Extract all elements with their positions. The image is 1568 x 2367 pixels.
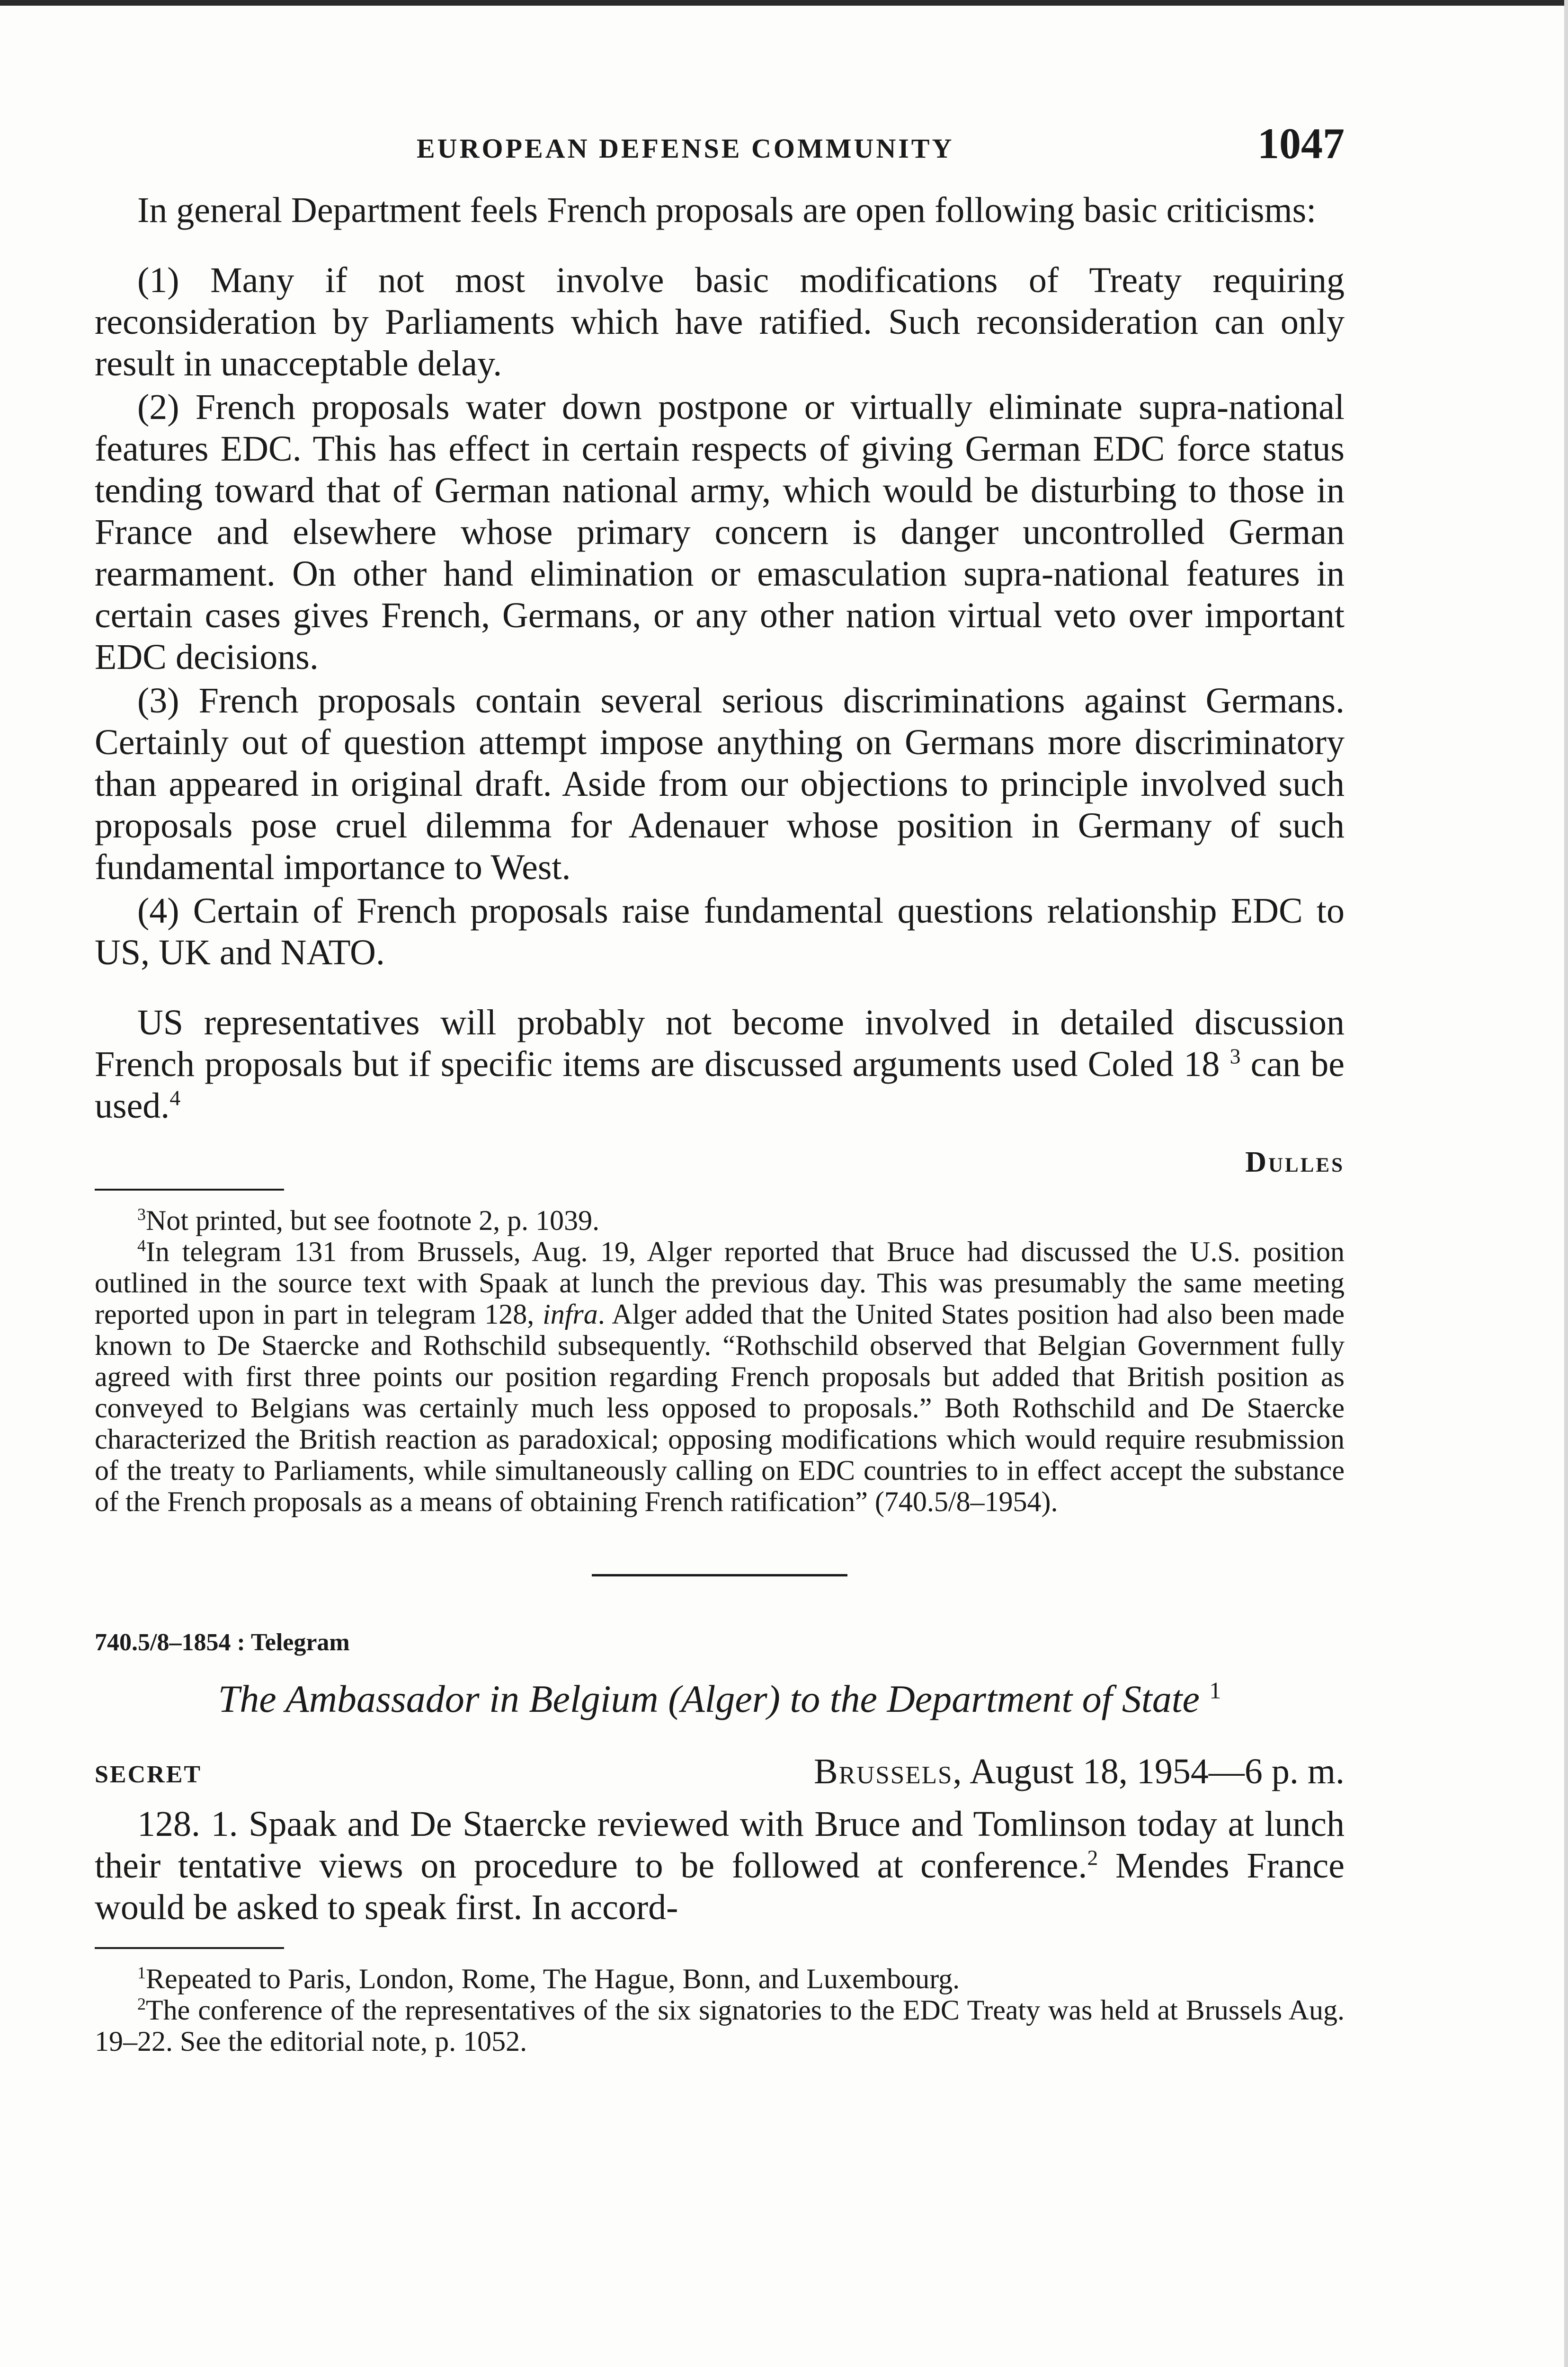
criticism-3: (3) French proposals contain several serious discriminations against Germans. Certainly out of question attempt impose anything on Germans more discriminatory than appeared in original draft. Aside from our objections to principle involved such proposals pose cruel dilemma for Adenauer whose position in Germany of such fundamental importance to West. — [95, 681, 1345, 887]
intro-paragraph: In general Department feels French proposals are open following basic criticisms: — [137, 190, 1317, 230]
footnote-ref-3: 3 — [1229, 1044, 1241, 1068]
scan-right-edge — [1564, 0, 1568, 2367]
criticism-2: (2) French proposals water down postpone or virtually eliminate supra-national features EDC. This has effect in certain respects of giving German EDC force status tending toward that of German national army, which would be disturbing to those in France and elsewhere whose primary concern is danger uncontrolled German rearmament. On other hand elimination or emasculation supra-national features in certain cases gives French, Germans, or any other nation virtual veto over important EDC decisions. — [95, 387, 1345, 677]
telegram-body-start: 128. 1. Spaak and De Staercke reviewed with Bruce and Tomlinson today at lunch their tentative views on procedure to be followed at conference. — [95, 1804, 1345, 1886]
closing-paragraph — [95, 1002, 1345, 1127]
footnote-1-text: Repeated to Paris, London, Rome, The Hague, Bonn, and Luxembourg. — [146, 1963, 960, 1994]
section-divider — [592, 1574, 847, 1576]
criticism-1: (1) Many if not most involve basic modifications of Treaty requiring reconsideration by Parliaments which have ratified. Such reconsideration can only result in unacceptable delay. — [95, 260, 1345, 383]
footnote-2-text: The conference of the representatives of the six signatories to the EDC Treaty was held at Brussels Aug. 19–22. See the editorial note, p. 1052. — [95, 1994, 1345, 2057]
closing-text: US representatives will probably not become involved in detailed discussion French proposals but if specific items are discussed arguments used Coled 18 — [95, 1003, 1345, 1084]
document-title — [95, 1675, 1345, 1723]
footnote-ref-1: 1 — [1209, 1677, 1221, 1704]
footnote-rule — [95, 1189, 284, 1191]
footnote-ref-4: 4 — [169, 1086, 181, 1110]
document-title-text: The Ambassador in Belgium (Alger) to the Department of State — [218, 1677, 1200, 1720]
footnote-3-text: Not printed, but see footnote 2, p. 1039. — [146, 1205, 600, 1236]
closing-after: can be used. — [95, 1044, 1345, 1126]
place-date — [814, 1751, 1345, 1792]
page-number: 1047 — [1257, 119, 1345, 168]
footnote-3-marker: 3 — [137, 1205, 146, 1224]
date: August 18, 1954—6 p. m. — [970, 1752, 1345, 1791]
classification-label: SECRET — [95, 1761, 202, 1788]
place: Brussels, — [813, 1752, 963, 1791]
running-head — [95, 118, 1345, 189]
telegram-body-end: Mendes France would be asked to speak first. In accord- — [95, 1846, 1345, 1927]
footnote-4-part1: In telegram 131 from Brussels, Aug. 19, Alger reported that Bruce had discussed the U.S. position outlined in the source text with Spaak at lunch the previous day. This was presumably the same meeting reported upon in part in telegram 128, — [95, 1236, 1345, 1330]
criticism-4: (4) Certain of French proposals raise fundamental questions relationship EDC to US, UK and NATO. — [95, 891, 1345, 972]
footnote-2-marker: 2 — [137, 1994, 146, 2013]
footnote-4-part2: . Alger added that the United States position had also been made known to De Staercke and Rothschild subsequently. “Rothschild observed that Belgian Government fully agreed with first three points our position regarding French proposals but added that British position as conveyed to Belgians was certainly much less opposed to proposals.” Both Rothschild and De Staercke characterized the British reaction as paradoxical; opposing modifications which would require resubmission of the treaty to Parliaments, while simultaneously calling on EDC countries to in effect accept the substance of the French proposals as a means of obtaining French ratification” (740.5/8–1954). — [95, 1299, 1345, 1517]
running-title: EUROPEAN DEFENSE COMMUNITY — [417, 133, 954, 164]
dateline — [95, 1751, 1345, 1803]
footnote-1-marker: 1 — [137, 1963, 146, 1982]
footnote-4 — [95, 1236, 1345, 1517]
signature: Dulles — [1245, 1146, 1345, 1178]
text-column — [95, 118, 1345, 2057]
footnote-1 — [95, 1963, 1345, 1994]
footnote-4-marker: 4 — [137, 1236, 146, 1255]
telegram-body — [95, 1803, 1345, 1928]
footnote-ref-2: 2 — [1087, 1845, 1098, 1870]
footnote-2 — [95, 1994, 1345, 2057]
footnote-4-infra: infra — [543, 1299, 598, 1330]
file-reference: 740.5/8–1854 : Telegram — [95, 1629, 350, 1656]
scan-top-edge — [0, 0, 1568, 6]
footnote-3 — [95, 1205, 1345, 1236]
footnote-rule-bottom — [95, 1947, 284, 1949]
